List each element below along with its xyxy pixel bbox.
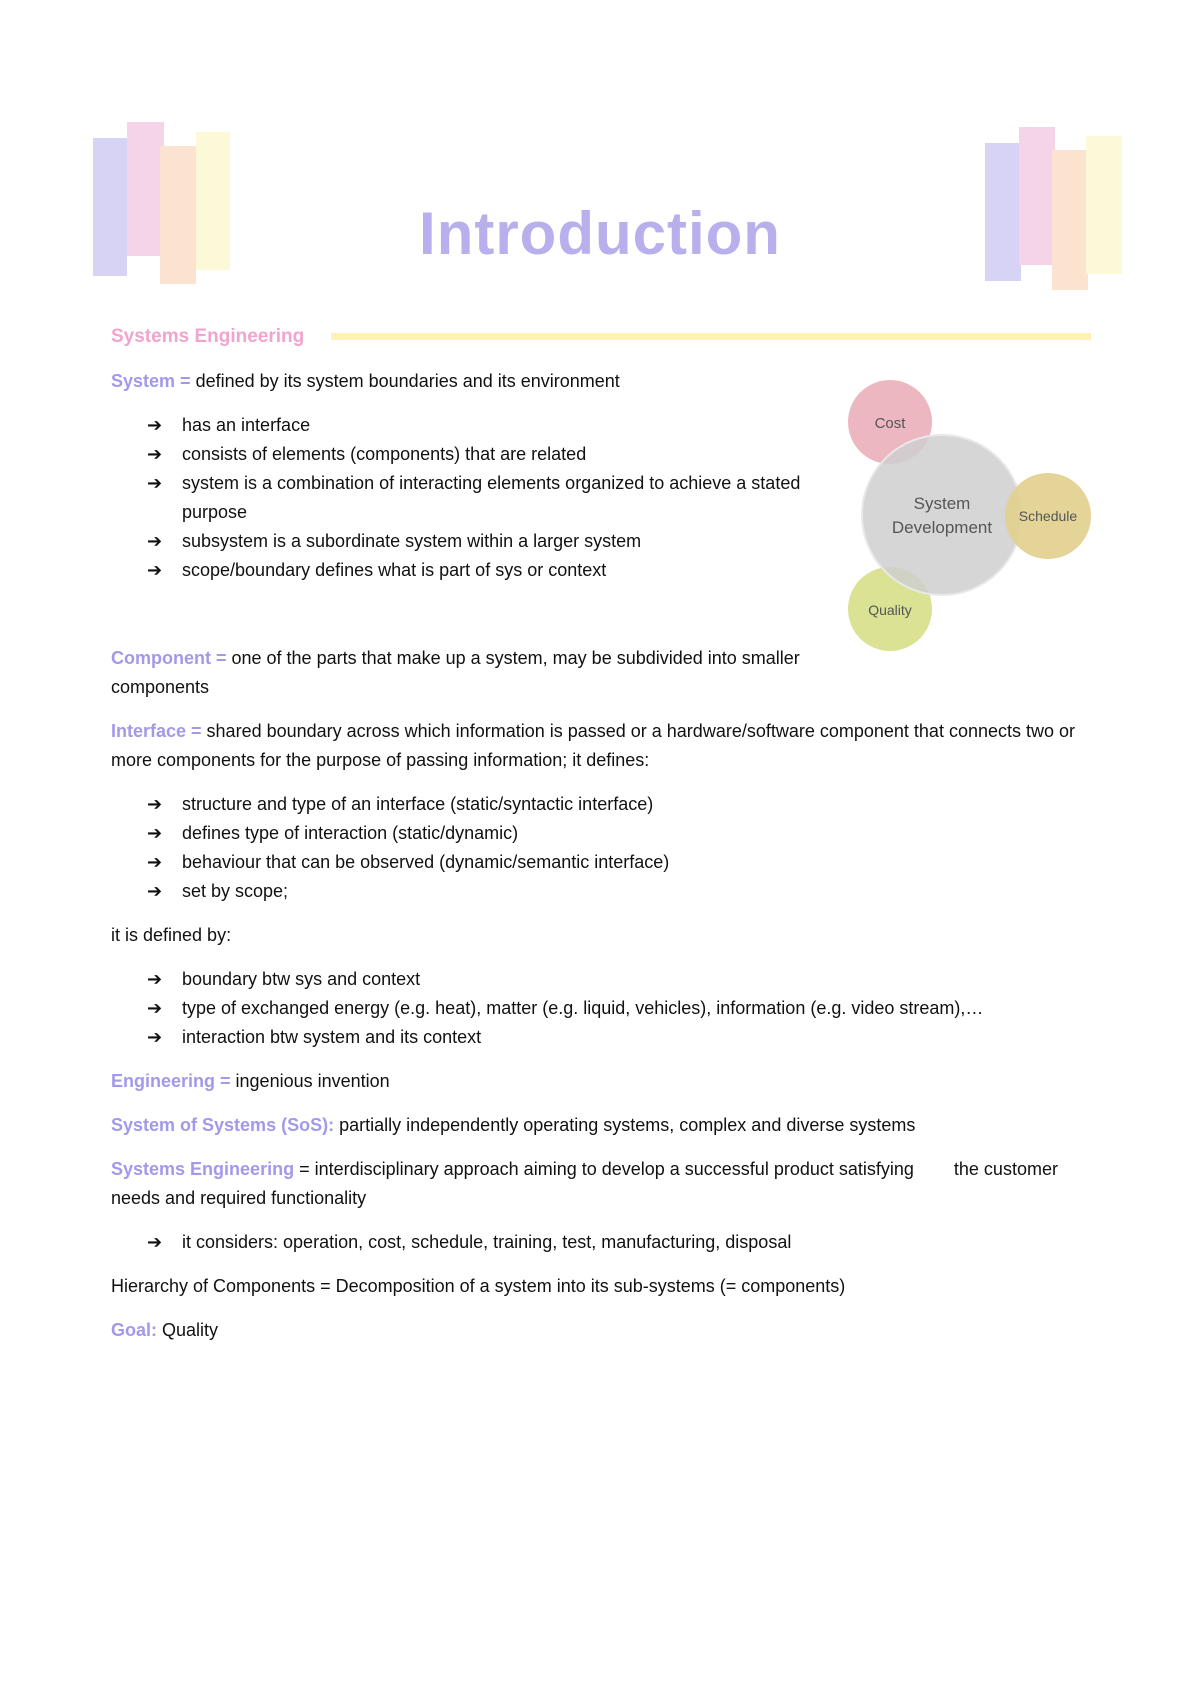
systems-engineering-definition: [111, 1155, 1086, 1213]
arrow-icon: ➔: [147, 998, 163, 1018]
interface-text: shared boundary across which information is passed or a hardware/software component that connects two or more components for the purpose of passing information; it defines:: [111, 721, 1076, 770]
hierarchy-definition: Hierarchy of Components = Decomposition of a system into its sub-systems (= components): [111, 1276, 846, 1296]
interface-definition: [111, 717, 1086, 775]
component-text: one of the parts that make up a system, may be subdivided into smaller components: [111, 648, 800, 697]
engineering-text: ingenious invention: [230, 1071, 390, 1091]
arrow-icon: ➔: [147, 823, 163, 843]
list-item: ➔ it considers: operation, cost, schedule, training, test, manufacturing, disposal: [147, 1228, 1086, 1257]
section-header: [111, 322, 1091, 352]
left-bar-peach: [160, 146, 196, 284]
arrow-icon: ➔: [147, 794, 163, 814]
quality-label: Quality: [868, 602, 912, 618]
list-item: ➔ boundary btw sys and context: [147, 965, 1086, 994]
arrow-icon: ➔: [147, 415, 163, 435]
sos-definition: [111, 1111, 1086, 1140]
component-definition: [111, 644, 831, 702]
interface-bullets: [111, 790, 1086, 906]
list-item: ➔ consists of elements (components) that are related: [147, 440, 827, 469]
arrow-icon: ➔: [147, 1232, 163, 1252]
engineering-term: Engineering =: [111, 1071, 231, 1091]
arrow-icon: ➔: [147, 969, 163, 989]
schedule-label: Schedule: [1018, 508, 1078, 524]
arrow-icon: ➔: [147, 444, 163, 464]
section-title: Systems Engineering: [111, 326, 305, 347]
list-item: ➔ has an interface: [147, 411, 827, 440]
systems-engineering-bullets: [111, 1228, 1086, 1257]
system-text: defined by its system boundaries and its environment: [190, 371, 620, 391]
spacer: [111, 600, 1086, 644]
list-item: ➔ type of exchanged energy (e.g. heat), matter (e.g. liquid, vehicles), information (e.g. video stream),…: [147, 994, 1086, 1023]
list-item: ➔ interaction btw system and its context: [147, 1023, 1086, 1052]
system-term: System =: [111, 371, 191, 391]
component-term: Component =: [111, 648, 227, 668]
list-item: ➔ structure and type of an interface (static/syntactic interface): [147, 790, 1086, 819]
list-item: ➔ set by scope;: [147, 877, 1086, 906]
list-item: ➔ behaviour that can be observed (dynamic/semantic interface): [147, 848, 1086, 877]
arrow-icon: ➔: [147, 852, 163, 872]
systems-engineering-text-end: the customer needs and required functionality: [111, 1159, 1058, 1208]
right-bar-lavender: [985, 143, 1021, 281]
engineering-definition: [111, 1067, 1086, 1096]
center-label-line2: Development: [891, 518, 993, 537]
sos-term: System of Systems (SoS):: [111, 1115, 335, 1135]
right-bar-peach: [1052, 150, 1088, 290]
interface-term: Interface =: [111, 721, 202, 741]
list-item: ➔ system is a combination of interacting elements organized to achieve a stated purpose: [147, 469, 827, 527]
left-bar-lavender: [93, 138, 127, 276]
arrow-icon: ➔: [147, 531, 163, 551]
goal-term: Goal:: [111, 1320, 158, 1340]
systems-engineering-text: = interdisciplinary approach aiming to develop a successful product satisfying: [294, 1159, 914, 1179]
right-bar-pink: [1019, 127, 1055, 265]
system-bullets: [111, 411, 827, 585]
goal-definition: [111, 1316, 1086, 1345]
list-item: ➔ defines type of interaction (static/dynamic): [147, 819, 1086, 848]
center-label-line1: System: [913, 494, 971, 513]
arrow-icon: ➔: [147, 881, 163, 901]
systems-engineering-term: Systems Engineering: [111, 1159, 295, 1179]
arrow-icon: ➔: [147, 1027, 163, 1047]
arrow-icon: ➔: [147, 473, 163, 493]
left-bar-pink: [127, 122, 164, 256]
list-item: ➔ scope/boundary defines what is part of sys or context: [147, 556, 827, 585]
page-title: Introduction: [419, 200, 781, 268]
system-definition: [111, 367, 1086, 396]
defined-by-bullets: [111, 965, 1086, 1052]
right-bar-yellow: [1086, 136, 1122, 274]
document-body: [111, 367, 1086, 1360]
section-rule: [331, 333, 1091, 340]
arrow-icon: ➔: [147, 560, 163, 580]
cost-label: Cost: [874, 415, 906, 432]
defined-by-text: it is defined by:: [111, 925, 232, 945]
sos-text: partially independently operating systems, complex and diverse systems: [334, 1115, 916, 1135]
left-bar-yellow: [196, 132, 230, 270]
list-item: ➔ subsystem is a subordinate system within a larger system: [147, 527, 827, 556]
goal-text: Quality: [157, 1320, 219, 1340]
